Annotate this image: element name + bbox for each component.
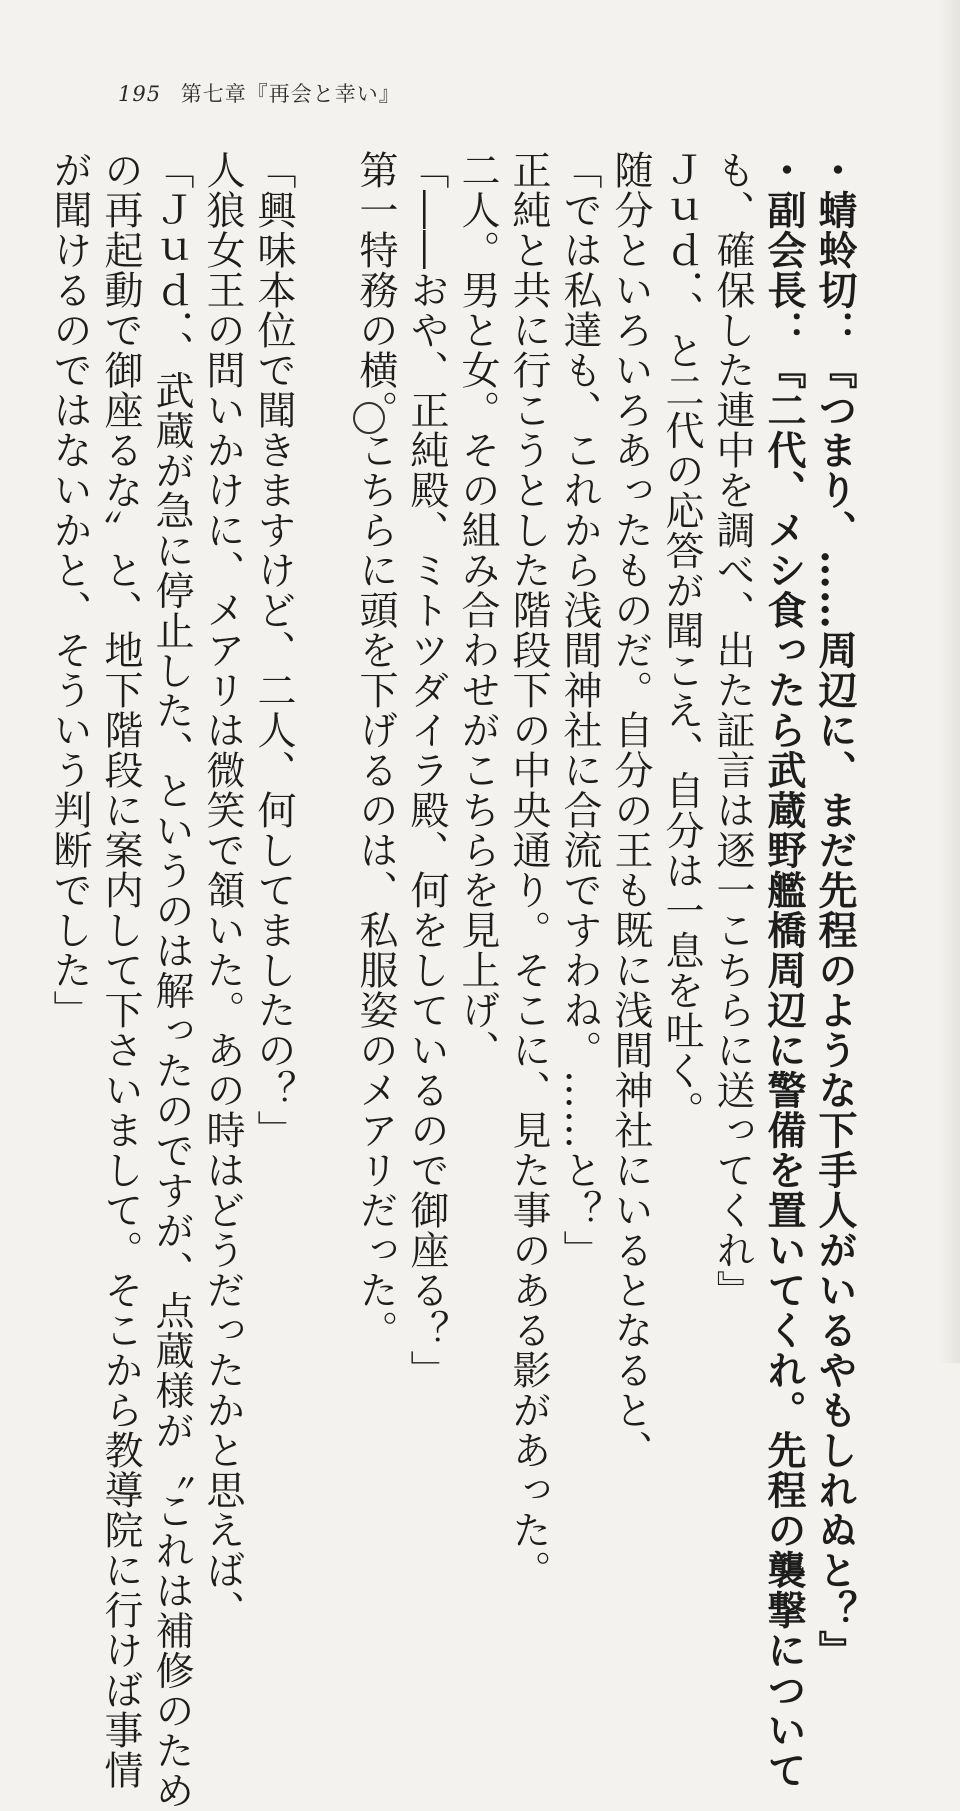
text-line: 「興味本位で聞きますけど、二人、何してましたの？」 (251, 150, 296, 1150)
text-line: が聞けるのではないかと、そういう判断でした」 (47, 150, 92, 1030)
text-line: 二人。男と女。その組み合わせがこちらを見上げ、 (455, 150, 500, 1070)
body-text (47, 150, 860, 1811)
running-header (118, 78, 401, 108)
text-line: 「Ｊｕｄ．、武蔵が急に停止した、というのは解ったのですが、点蔵様が〝これは補修のため (149, 150, 194, 1811)
text-line: も、確保した連中を調べ、出た証言は逐一こちらに送ってくれ』 (710, 150, 755, 1310)
text-line: の再起動で御座るな〟と、地下階段に案内して下さいまして。そこから教導院に行けば事情 (98, 150, 143, 1790)
text-line (299, 150, 350, 1300)
text-line: 「では私達も、これから浅間神社に合流ですわね。……と？」 (557, 150, 602, 1270)
text-line: 随分といろいろあったものだ。自分の王も既に浅間神社にいるとなると、 (608, 150, 653, 1470)
text-line: 人狼女王の問いかけに、メアリは微笑で頷いた。あの時はどうだったかと思えば、 (200, 150, 245, 1630)
text-line: 「――おや、正純殿、ミトツダイラ殿、何をしているので御座る？」 (404, 150, 449, 1390)
text-line: Ｊｕｄ．、と二代の応答が聞こえ、自分は一息を吐く。 (659, 150, 704, 1131)
page-edge (938, 0, 960, 1363)
text-line: 正純と共に行こうとした階段下の中央通り。そこに、見た事のある影があった。 (506, 150, 551, 1590)
page-number: 195 (118, 82, 162, 106)
vertical-text-column (47, 150, 860, 1811)
scene-break-circle (353, 402, 385, 434)
chapter-title: 第七章『再会と幸い』 (180, 82, 401, 106)
text-line: 第一特務の横。こちらに頭を下げるのは、私服姿のメアリだった。 (353, 150, 398, 1350)
text-line: ・副会長：『二代、メシ食ったら武蔵野艦橋周辺に警備を置いてくれ。先程の襲撃について (761, 150, 807, 1790)
text-line: ・蜻蛉切：『つまり、……周辺に、まだ先程のような下手人がいるやもしれぬと？』 (812, 150, 858, 1670)
